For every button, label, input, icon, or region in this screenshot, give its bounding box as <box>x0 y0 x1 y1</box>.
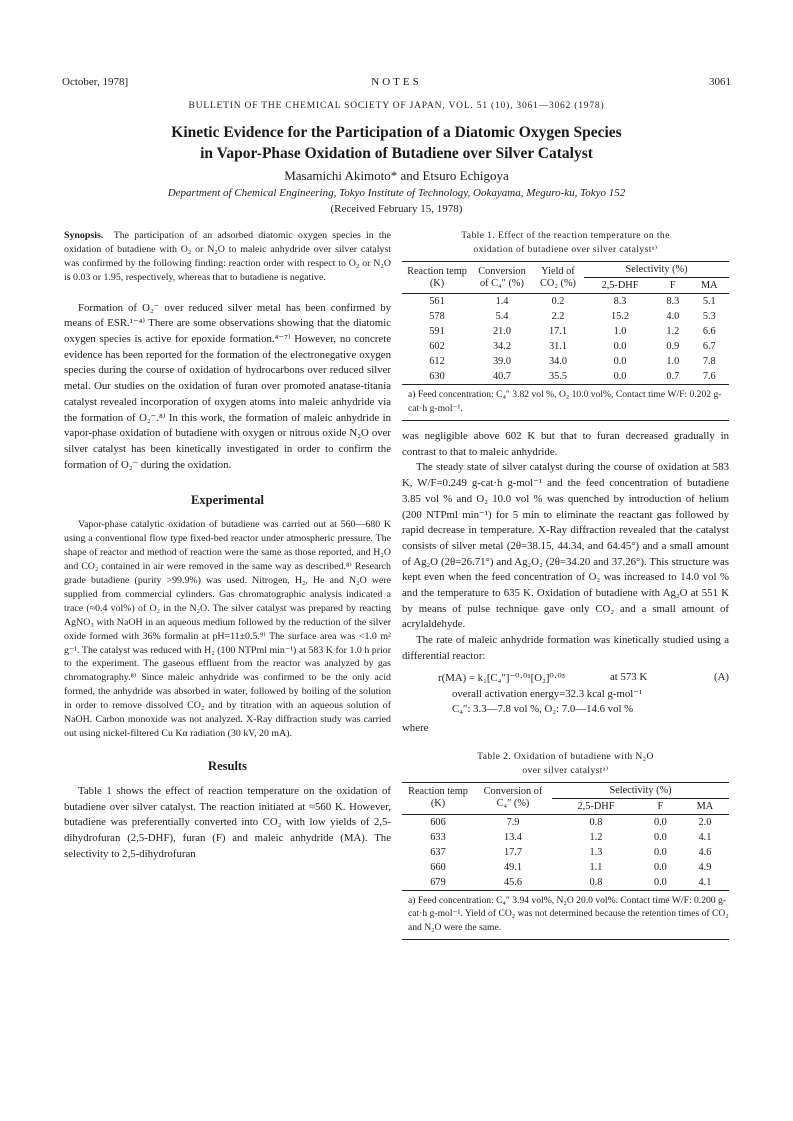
table-2-footnote: a) Feed concentration: C₄″ 3.94 vol%, N₂O 20.0 vol%. Contact time W/F: 0.200 g-cat·h g-mol⁻¹. Yield of CO₂ was not determined because the retention times of CO₂ and N₂O were the same. <box>402 894 729 941</box>
synopsis-text: The participation of an adsorbed diatomic oxygen species in the oxidation of butadiene with O₂ or N₂O to maleic anhydride over silver catalyst was confirmed by the following finding: reaction order with respect to O₂ or N₂O is 0.03 or 1.95, respectively, whereas that to butadiene is negative. <box>64 230 391 283</box>
where-text: where <box>402 721 429 734</box>
table-cell: 1.0 <box>666 356 680 367</box>
experimental-paragraph: Vapor-phase catalytic oxidation of butadiene was carried out at 560—680 K using a conventional flow type fixed-bed reactor under atmospheric pressure. The shape of reactor and method of reaction were the same as those reported, and H₂O and CO₂ contained in air were removed in the same way as described.⁸⁾ Research grade butadiene (purity >99.9%) was used. Nitrogen, H₂, He and N₂O were supplied from commercial cylinders. Gas chromatographic analysis indicated a trace (≈0.4 vol%) of O₂ in the N₂O. The silver catalyst was prepared by reacting AgNO₃ with NaOH in an aqueous medium followed by the reduction of the silver oxide formed with 36% formalin at pH=11±0.5.⁹⁾ The surface area was <1.0 m² g⁻¹. The catalyst was reduced with H₂ (100 NTPml min⁻¹) at 583 K for 1.0 h prior to the experiment. The gaseous effluent from the reactor was analyzed by gas chromatography.⁸⁾ Since maleic anhydride was confirmed to be the only acid formed, the anhydride was absorbed in water, followed by boiling of the solution in order to remove dissolved CO₂ and by titration with an aqueous solution of NaOH. Carbon monoxide was not analyzed. X-Ray diffraction study was carried out using nickel-filtered Cu Kα radiation (30 kV, 20 mA). <box>64 519 391 739</box>
table-cell: 1.0 <box>613 326 627 337</box>
table-cell: 602 <box>429 341 445 352</box>
table-cell: 13.4 <box>503 831 523 843</box>
table-cell: 7.9 <box>506 816 520 828</box>
table-cell: 4.6 <box>698 846 712 858</box>
table-row <box>402 845 729 860</box>
right-paragraph-2: The steady state of silver catalyst during the course of oxidation at 583 K, W/F=0.249 g-cat·h g-mol⁻¹ and the feed concentration of butadiene 3.85 vol % and O₂ 10.0 vol % was quenched by introduction of helium (200 NTPml min⁻¹) for 5 min to eliminate the reactant gas followed by rapid decrease in temperature. X-Ray diffraction revealed that the catalyst consists of silver metal (2θ=38.15, 44.34, and 64.45°) and a small amount of Ag₂O (2θ=26.71°) and Ag₂O₂ (2θ=34.20 and 37.26°). This structure was kept even when the feed concentration of O₂ was increased to 14.0 vol % and the temperature to 635 K. Oxidation of butadiene with Ag₂O at 551 K by means of pulse technique gave only CO₂ and a small amount of acrylaldehyde. <box>402 461 729 631</box>
table-cell: 0.0 <box>613 341 627 352</box>
table-cell: 0.0 <box>653 876 667 888</box>
table-row <box>402 339 729 354</box>
table-row <box>402 309 729 324</box>
equation-condition: at 573 K <box>610 670 648 683</box>
table-cell: 45.6 <box>503 876 523 888</box>
table-row <box>402 814 729 830</box>
table-cell: 630 <box>429 371 445 382</box>
table-cell: 17.7 <box>503 846 523 858</box>
table-cell: 8.3 <box>613 296 627 307</box>
table-cell: 0.2 <box>551 296 565 307</box>
table-cell: 39.0 <box>492 356 512 367</box>
equation-tag: (A) <box>714 670 729 683</box>
table-cell: 34.0 <box>548 356 568 367</box>
table-row <box>402 830 729 845</box>
t1-header-temp: Reaction temp (K) <box>407 265 467 289</box>
table-1 <box>402 229 729 421</box>
table-cell: 612 <box>429 356 445 367</box>
t1-header-selectivity: Selectivity (%) <box>584 262 729 278</box>
rate-equation <box>402 671 729 687</box>
t1-header-yield: Yield of CO₂ (%) <box>540 265 576 289</box>
table-cell: 2.2 <box>551 311 565 322</box>
table-2-grid <box>402 782 729 891</box>
title-line-1: Kinetic Evidence for the Participation of a Diatomic Oxygen Species <box>171 124 622 141</box>
table-cell: 1.4 <box>495 296 509 307</box>
t2-header-temp: Reaction temp (K) <box>408 786 468 810</box>
table-1-caption-line-2: oxidation of butadiene over silver catalystᵃ⁾ <box>473 244 658 255</box>
table-cell: 606 <box>430 816 446 828</box>
experimental-heading: Experimental <box>191 493 264 508</box>
table-cell: 0.8 <box>589 816 603 828</box>
table-cell: 4.0 <box>666 311 680 322</box>
table-row <box>402 324 729 339</box>
table-row <box>402 860 729 875</box>
table-cell: 1.3 <box>589 846 603 858</box>
table-2 <box>402 750 729 941</box>
t2-header-f: F <box>657 800 664 812</box>
equation-body: r(MA) = k₁[C₄″]⁻⁰·⁰¹[O₂]⁰·⁰³ <box>438 671 565 684</box>
table-row <box>402 354 729 369</box>
table-cell: 0.0 <box>653 816 667 828</box>
right-column <box>402 229 729 940</box>
table-cell: 660 <box>430 861 446 873</box>
synopsis-label: Synopsis. <box>64 230 104 241</box>
table-cell: 34.2 <box>492 341 512 352</box>
table-cell: 6.6 <box>702 326 716 337</box>
authors: Masamichi Akimoto* and Etsuro Echigoya <box>284 168 509 183</box>
table-cell: 591 <box>429 326 445 337</box>
right-paragraph-1: was negligible above 602 K but that to furan decreased gradually in contrast to that to maleic anhydride. <box>402 430 729 458</box>
introduction-paragraph: Formation of O₂⁻ over reduced silver metal has been confirmed by means of ESR.¹⁻⁴⁾ There are some observations showing that the diatomic oxygen species is active for epoxide formation.⁴⁻⁷⁾ However, no concrete evidence has been reported for the formation of the electronegative oxygen species during the course of oxidation of hydrocarbons over reduced silver metal. Our studies on the oxidation of furan over promoted anatase-titania catalyst revealed incorporation of oxygen atoms into maleic anhydride via the formation of O₂⁻.⁸⁾ In this work, the formation of maleic anhydride in vapor-phase oxidation of butadiene with oxygen or nitrous oxide N₂O over silver catalyst has been kinetically investigated in order to confirm the formation of O₂⁻ during the oxidation. <box>64 301 391 471</box>
page-number: 3061 <box>709 76 731 88</box>
running-header-center: NOTES <box>371 76 422 88</box>
table-cell: 7.8 <box>702 356 716 367</box>
table-cell: 4.9 <box>698 861 712 873</box>
table-cell: 679 <box>430 876 446 888</box>
left-column <box>64 229 391 862</box>
table-cell: 5.4 <box>495 311 509 322</box>
table-cell: 0.8 <box>589 876 603 888</box>
t1-header-f: F <box>669 280 676 291</box>
affiliation: Department of Chemical Engineering, Tokyo Institute of Technology, Ookayama, Meguro-ku, Tokyo 152 <box>167 187 626 199</box>
synopsis <box>64 229 391 285</box>
table-cell: 0.0 <box>613 371 627 382</box>
journal-citation: BULLETIN OF THE CHEMICAL SOCIETY OF JAPAN, VOL. 51 (10), 3061—3062 (1978) <box>188 101 605 111</box>
t2-header-dhf: 2,5-DHF <box>577 800 615 812</box>
running-header-left: October, 1978] <box>62 76 129 88</box>
title-line-2: in Vapor-Phase Oxidation of Butadiene over Silver Catalyst <box>200 145 593 162</box>
table-cell: 31.1 <box>548 341 568 352</box>
table-row <box>402 294 729 310</box>
t1-header-dhf: 2,5-DHF <box>601 280 639 291</box>
t1-header-ma: MA <box>700 280 718 291</box>
table-cell: 15.2 <box>611 311 630 322</box>
table-cell: 561 <box>429 296 445 307</box>
table-cell: 7.6 <box>702 371 716 382</box>
table-cell: 6.7 <box>702 341 716 352</box>
table-cell: 1.1 <box>589 861 603 873</box>
table-cell: 5.1 <box>702 296 716 307</box>
table-cell: 17.1 <box>548 326 568 337</box>
table-cell: 35.5 <box>548 371 568 382</box>
table-cell: 5.3 <box>702 311 716 322</box>
table-cell: 637 <box>430 846 446 858</box>
table-cell: 0.9 <box>666 341 680 352</box>
table-row <box>402 875 729 891</box>
t2-header-selectivity: Selectivity (%) <box>552 782 729 798</box>
results-paragraph: Table 1 shows the effect of reaction temperature on the oxidation of butadiene over silver catalyst. The reaction initiated at ≈560 K. However, butadiene was preferentially converted into CO₂ with low yields of 2,5-dihydrofuran (2,5-DHF), furan (F) and maleic anhydride (MA). The selectivity to 2,5-dihydrofuran <box>64 784 391 860</box>
table-2-caption-line-2: over silver catalystᵃ⁾ <box>522 764 609 776</box>
table-row <box>402 369 729 385</box>
t1-header-conversion: Conversion of C₄″ (%) <box>478 265 526 289</box>
table-cell: 0.7 <box>666 371 680 382</box>
table-1-grid <box>402 261 729 385</box>
table-cell: 4.1 <box>698 831 712 843</box>
t2-header-ma: MA <box>696 800 714 812</box>
t2-header-conversion: Conversion of C₄″ (%) <box>483 786 543 810</box>
table-cell: 8.3 <box>666 296 680 307</box>
concentration-range: C₄″: 3.3—7.8 vol %, O₂: 7.0—14.6 vol % <box>452 702 634 715</box>
table-cell: 0.0 <box>653 831 667 843</box>
table-cell: 1.2 <box>666 326 680 337</box>
results-heading: Results <box>208 758 247 773</box>
table-cell: 21.0 <box>492 326 512 337</box>
table-cell: 578 <box>429 311 445 322</box>
activation-energy: overall activation energy=32.3 kcal g-mol⁻¹ <box>452 687 643 700</box>
table-cell: 0.0 <box>613 356 627 367</box>
table-cell: 4.1 <box>698 876 712 888</box>
table-cell: 2.0 <box>698 816 712 828</box>
table-2-caption-line-1: Table 2. Oxidation of butadiene with N₂O <box>477 750 654 762</box>
table-cell: 40.7 <box>492 371 512 382</box>
table-cell: 633 <box>430 831 446 843</box>
table-cell: 1.2 <box>589 831 603 843</box>
table-cell: 0.0 <box>653 846 667 858</box>
table-cell: 0.0 <box>653 861 667 873</box>
table-cell: 49.1 <box>503 861 523 873</box>
right-paragraph-3: The rate of maleic anhydride formation was kinetically studied using a differential reactor: <box>402 634 729 662</box>
article-title <box>0 122 793 164</box>
table-1-footnote: a) Feed concentration: C₄″ 3.82 vol %, O₂ 10.0 vol%, Contact time W/F: 0.202 g-cat·h g-mol⁻¹. <box>402 388 729 421</box>
table-1-caption-line-1: Table 1. Effect of the reaction temperature on the <box>461 230 670 241</box>
received-date: (Received February 15, 1978) <box>330 203 463 215</box>
